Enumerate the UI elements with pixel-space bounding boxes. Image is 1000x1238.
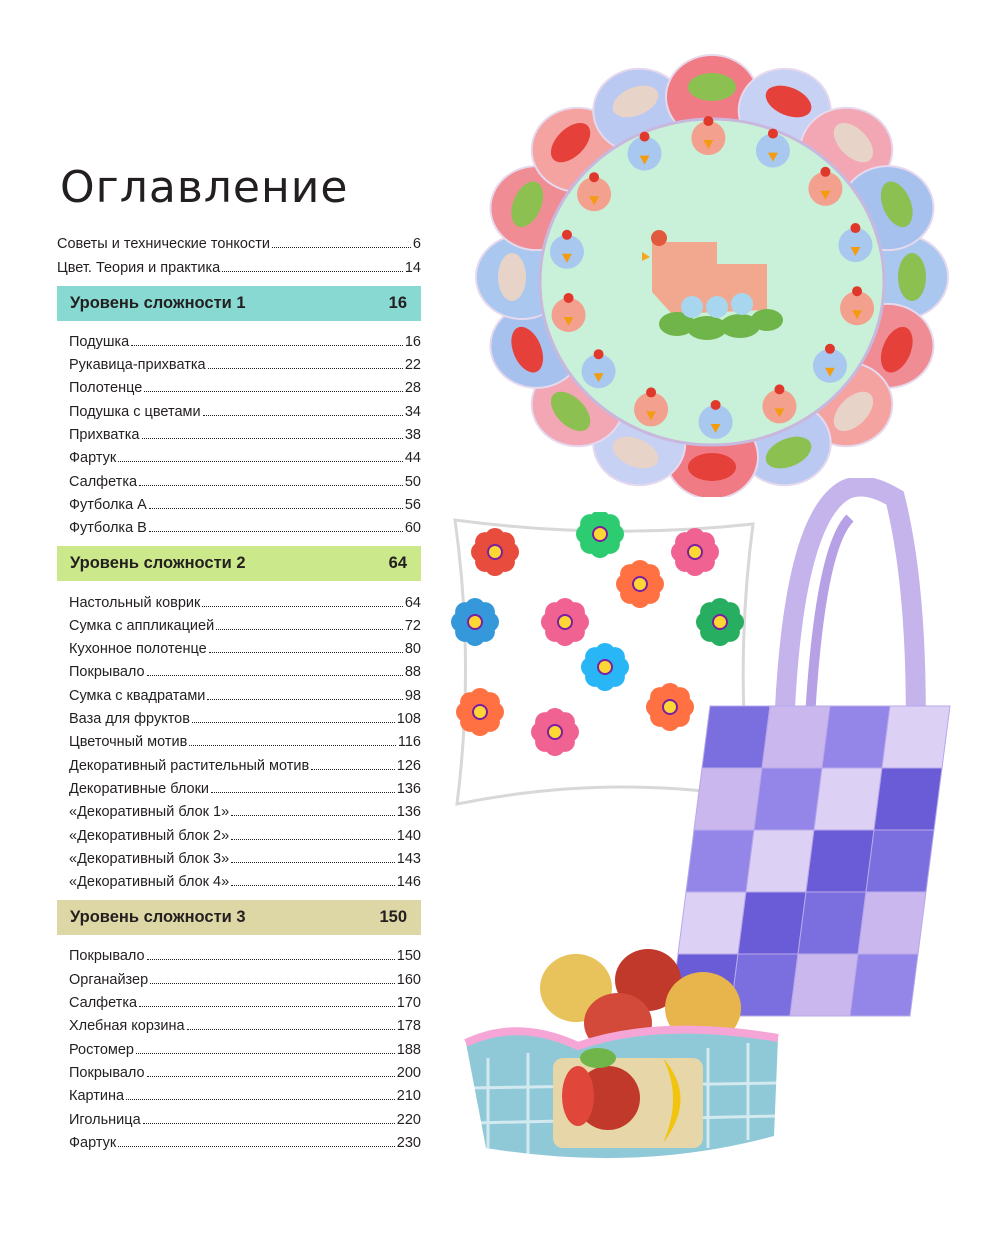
toc-entry-page: 160	[396, 971, 421, 988]
toc-entry-label: Советы и технические тонкости	[57, 236, 270, 253]
toc-entry-label: Картина	[69, 1088, 125, 1105]
toc-entry-label: Фартук	[69, 450, 117, 467]
toc-entry-page: 136	[396, 804, 421, 821]
section-page: 16	[388, 293, 407, 312]
toc-entry-label: Салфетка	[69, 995, 138, 1012]
bread-basket-illustration	[458, 948, 803, 1170]
toc-entry-label: Ваза для фруктов	[69, 711, 190, 728]
section-page: 150	[379, 908, 407, 927]
dot-leader	[231, 815, 395, 816]
toc-entry-label: «Декоративный блок 3»	[69, 850, 230, 867]
toc-entry[interactable]	[69, 751, 421, 774]
toc-entry[interactable]	[69, 798, 421, 821]
dot-leader	[143, 1123, 395, 1124]
toc-entry-label: Декоративные блоки	[69, 780, 210, 797]
toc-entry-label: Фартук	[69, 1134, 117, 1151]
dot-leader	[118, 461, 403, 462]
toc-entry-label: Ростомер	[69, 1041, 134, 1058]
toc-entry-page: 14	[404, 259, 421, 276]
toc-entry-page: 140	[396, 827, 421, 844]
toc-entry-page: 108	[396, 711, 421, 728]
dot-leader	[139, 1006, 395, 1007]
dot-leader	[147, 959, 395, 960]
toc-entry-label: Кухонное полотенце	[69, 641, 207, 658]
toc-entry[interactable]	[57, 230, 421, 253]
toc-entry-page: 22	[404, 357, 421, 374]
toc-entry-label: Сумка с квадратами	[69, 687, 206, 704]
toc-entry-label: Салфетка	[69, 473, 138, 490]
toc-entry[interactable]	[69, 1105, 421, 1128]
toc-entry[interactable]	[69, 728, 421, 751]
toc-entry[interactable]	[57, 253, 421, 276]
toc-entry-label: Цветочный мотив	[69, 734, 188, 751]
toc-entry-page: 6	[412, 236, 421, 253]
toc-entry-page: 44	[404, 450, 421, 467]
toc-entry[interactable]	[69, 514, 421, 537]
toc-entry-page: 80	[404, 641, 421, 658]
toc-entry-page: 210	[396, 1088, 421, 1105]
table-of-contents	[57, 230, 421, 1152]
toc-entry-page: 64	[404, 594, 421, 611]
toc-entry-label: Подушка	[69, 333, 130, 350]
toc-entry-page: 116	[397, 734, 421, 751]
toc-entry[interactable]	[69, 491, 421, 514]
table-mat-illustration	[462, 52, 962, 497]
toc-entry[interactable]	[69, 705, 421, 728]
toc-entry-label: Хлебная корзина	[69, 1018, 185, 1035]
toc-entry-page: 50	[404, 473, 421, 490]
dot-leader	[189, 745, 396, 746]
toc-entry[interactable]	[69, 1012, 421, 1035]
section-page: 64	[388, 554, 407, 573]
section-title: Уровень сложности 3	[70, 908, 246, 927]
toc-entry-label: Игольница	[69, 1111, 141, 1128]
toc-entry[interactable]	[69, 635, 421, 658]
sections	[57, 286, 421, 1152]
toc-entry[interactable]	[69, 351, 421, 374]
difficulty-section	[57, 546, 421, 891]
dot-leader	[231, 885, 395, 886]
difficulty-section	[57, 900, 421, 1152]
toc-entry[interactable]	[69, 681, 421, 704]
toc-entry-page: 34	[404, 403, 421, 420]
dot-leader	[136, 1053, 395, 1054]
toc-entry[interactable]	[69, 328, 421, 351]
dot-leader	[202, 606, 402, 607]
toc-entry-label: «Декоративный блок 2»	[69, 827, 230, 844]
toc-entry[interactable]	[69, 467, 421, 490]
toc-entry[interactable]	[69, 658, 421, 681]
toc-entry[interactable]	[69, 1059, 421, 1082]
section-header-bar[interactable]	[57, 900, 421, 935]
toc-entry-page: 220	[396, 1111, 421, 1128]
section-items	[57, 935, 421, 1152]
difficulty-section	[57, 286, 421, 538]
toc-entry-label: Рукавица-прихватка	[69, 357, 206, 374]
toc-entry[interactable]	[69, 374, 421, 397]
toc-entry[interactable]	[69, 989, 421, 1012]
dot-leader	[131, 345, 403, 346]
toc-entry-page: 16	[404, 333, 421, 350]
dot-leader	[192, 722, 395, 723]
toc-entry-label: Прихватка	[69, 427, 140, 444]
dot-leader	[147, 1076, 395, 1077]
toc-entry-page: 72	[404, 617, 421, 634]
dot-leader	[207, 699, 402, 700]
toc-entry-page: 126	[396, 757, 421, 774]
toc-entry[interactable]	[69, 397, 421, 420]
section-title: Уровень сложности 2	[70, 554, 246, 573]
toc-entry-label: Декоративный растительный мотив	[69, 757, 310, 774]
dot-leader	[209, 652, 403, 653]
toc-entry-label: Покрывало	[69, 1064, 145, 1081]
toc-entry-page: 28	[404, 380, 421, 397]
intro-entries	[57, 230, 421, 277]
toc-entry-page: 98	[404, 687, 421, 704]
toc-entry[interactable]	[69, 421, 421, 444]
section-items	[57, 321, 421, 538]
toc-entry-page: 88	[404, 664, 421, 681]
toc-entry-page: 178	[396, 1018, 421, 1035]
toc-entry-label: Футболка А	[69, 496, 147, 513]
toc-entry[interactable]	[69, 845, 421, 868]
section-title: Уровень сложности 1	[70, 293, 246, 312]
toc-entry-label: Сумка с аппликацией	[69, 617, 215, 634]
dot-leader	[149, 531, 403, 532]
toc-entry[interactable]	[69, 444, 421, 467]
toc-entry[interactable]	[69, 1129, 421, 1152]
dot-leader	[118, 1146, 395, 1147]
dot-leader	[208, 368, 403, 369]
dot-leader	[272, 247, 411, 248]
toc-entry[interactable]	[69, 1035, 421, 1058]
toc-entry[interactable]	[69, 612, 421, 635]
section-items	[57, 581, 421, 891]
toc-entry[interactable]	[69, 942, 421, 965]
dot-leader	[144, 391, 403, 392]
toc-entry-page: 230	[396, 1134, 421, 1151]
dot-leader	[147, 675, 403, 676]
toc-entry-page: 150	[396, 948, 421, 965]
toc-entry[interactable]	[69, 775, 421, 798]
section-header-bar[interactable]	[57, 546, 421, 581]
toc-entry-label: «Декоративный блок 1»	[69, 804, 230, 821]
toc-entry-page: 136	[396, 780, 421, 797]
dot-leader	[150, 983, 395, 984]
toc-entry-label: Подушка с цветами	[69, 403, 201, 420]
dot-leader	[211, 792, 395, 793]
toc-entry[interactable]	[69, 1082, 421, 1105]
section-header-bar[interactable]	[57, 286, 421, 321]
dot-leader	[311, 769, 395, 770]
toc-entry-page: 60	[404, 520, 421, 537]
toc-entry-page: 188	[396, 1041, 421, 1058]
toc-entry-label: Органайзер	[69, 971, 149, 988]
dot-leader	[142, 438, 403, 439]
toc-entry-page: 146	[396, 874, 421, 891]
toc-entry-label: «Декоративный блок 4»	[69, 874, 230, 891]
page-title: Оглавление	[60, 162, 349, 213]
toc-entry-page: 56	[404, 496, 421, 513]
toc-entry-page: 143	[396, 850, 421, 867]
toc-entry[interactable]	[69, 868, 421, 891]
dot-leader	[149, 508, 403, 509]
dot-leader	[139, 485, 403, 486]
toc-entry-page: 38	[404, 427, 421, 444]
toc-entry-label: Покрывало	[69, 664, 145, 681]
dot-leader	[203, 415, 403, 416]
dot-leader	[187, 1029, 395, 1030]
toc-entry-label: Настольный коврик	[69, 594, 201, 611]
toc-entry[interactable]	[69, 588, 421, 611]
dot-leader	[231, 839, 395, 840]
toc-entry-label: Цвет. Теория и практика	[57, 259, 221, 276]
toc-entry-page: 170	[396, 995, 421, 1012]
dot-leader	[216, 629, 403, 630]
dot-leader	[126, 1099, 395, 1100]
toc-entry-label: Футболка В	[69, 520, 147, 537]
toc-entry-page: 200	[396, 1064, 421, 1081]
toc-entry[interactable]	[69, 965, 421, 988]
dot-leader	[231, 862, 395, 863]
toc-entry[interactable]	[69, 821, 421, 844]
dot-leader	[222, 271, 403, 272]
toc-entry-label: Покрывало	[69, 948, 145, 965]
toc-entry-label: Полотенце	[69, 380, 143, 397]
